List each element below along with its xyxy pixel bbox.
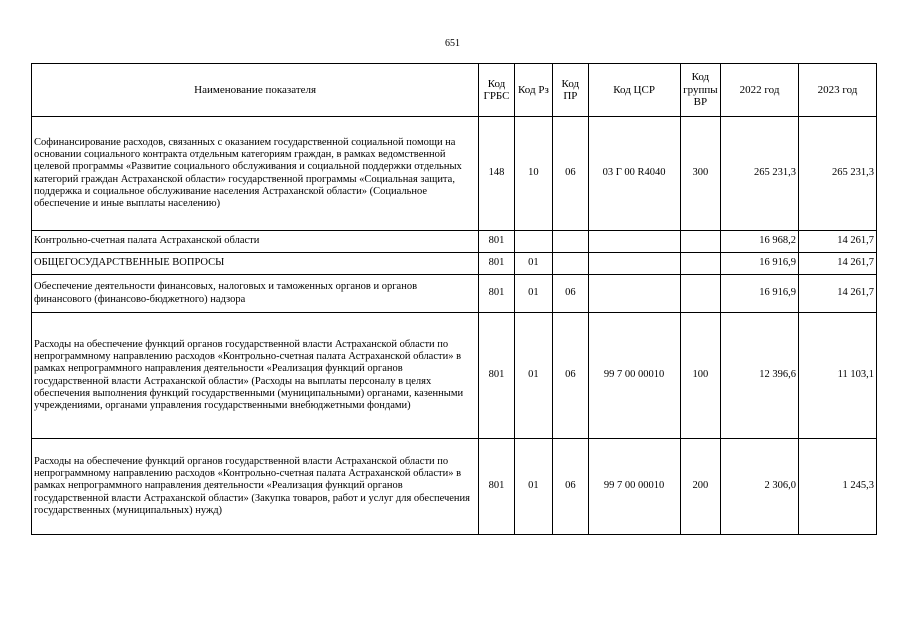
cell-pr: 06 [553, 313, 588, 439]
cell-name: Контрольно-счетная палата Астраханской области [32, 231, 479, 253]
cell-name: ОБЩЕГОСУДАРСТВЕННЫЕ ВОПРОСЫ [32, 253, 479, 275]
cell-pr: 06 [553, 117, 588, 231]
cell-pr [553, 231, 588, 253]
cell-csr [588, 275, 680, 313]
cell-pr: 06 [553, 439, 588, 535]
cell-2022: 2 306,0 [721, 439, 799, 535]
cell-csr: 03 Г 00 R4040 [588, 117, 680, 231]
cell-csr: 99 7 00 00010 [588, 439, 680, 535]
cell-csr: 99 7 00 00010 [588, 313, 680, 439]
header-2022: 2022 год [721, 64, 799, 117]
cell-grbs: 148 [479, 117, 514, 231]
header-grbs: Код ГРБС [479, 64, 514, 117]
cell-2022: 12 396,6 [721, 313, 799, 439]
header-vr: Код группы ВР [680, 64, 720, 117]
cell-grbs: 801 [479, 253, 514, 275]
cell-grbs: 801 [479, 275, 514, 313]
header-csr: Код ЦСР [588, 64, 680, 117]
table-row [32, 231, 877, 253]
cell-2023: 14 261,7 [799, 275, 877, 313]
header-rz: Код Рз [514, 64, 552, 117]
cell-rz: 01 [514, 313, 552, 439]
header-name: Наименование показателя [32, 64, 479, 117]
cell-vr [680, 253, 720, 275]
cell-rz: 01 [514, 439, 552, 535]
table-row [32, 275, 877, 313]
cell-vr [680, 231, 720, 253]
cell-vr: 100 [680, 313, 720, 439]
cell-name: Расходы на обеспечение функций органов государственной власти Астраханской области по непрограммному направлению расходов «Контрольно-счетная палата Астраханской области» в рамках непрограммного направления деятельности «Реализация функций органов государственной власти Астраханской области» (Закупка товаров, работ и услуг для обеспечения государственных (муниципальных) нужд) [32, 439, 479, 535]
cell-rz: 01 [514, 253, 552, 275]
cell-2022: 16 916,9 [721, 253, 799, 275]
table-row [32, 117, 877, 231]
cell-2022: 16 916,9 [721, 275, 799, 313]
page-number: 651 [445, 38, 460, 49]
cell-2023: 14 261,7 [799, 231, 877, 253]
cell-2023: 1 245,3 [799, 439, 877, 535]
cell-name: Расходы на обеспечение функций органов государственной власти Астраханской области по непрограммному направлению расходов «Контрольно-счетная палата Астраханской области» в рамках непрограммного направления деятельности «Реализация функций органов государственной власти Астраханской области» (Расходы на выплаты персоналу в целях обеспечения выполнения функций государственными (муниципальными) органами, казенными учреждениями, органами управления государственными внебюджетными фондами) [32, 313, 479, 439]
cell-grbs: 801 [479, 231, 514, 253]
table-row [32, 313, 877, 439]
table-row [32, 439, 877, 535]
cell-grbs: 801 [479, 439, 514, 535]
cell-rz: 10 [514, 117, 552, 231]
table-row [32, 253, 877, 275]
cell-csr [588, 253, 680, 275]
cell-2023: 14 261,7 [799, 253, 877, 275]
cell-vr: 300 [680, 117, 720, 231]
cell-2022: 16 968,2 [721, 231, 799, 253]
header-pr: Код ПР [553, 64, 588, 117]
cell-2023: 11 103,1 [799, 313, 877, 439]
budget-table [31, 63, 877, 535]
cell-grbs: 801 [479, 313, 514, 439]
cell-vr [680, 275, 720, 313]
table-header-row [32, 64, 877, 117]
cell-csr [588, 231, 680, 253]
cell-rz [514, 231, 552, 253]
cell-name: Софинансирование расходов, связанных с оказанием государственной социальной помощи на основании социального контракта отдельным категориям граждан, в рамках ведомственной целевой программы «Развитие социального обслуживания и социальной поддержки отдельных категорий граждан Астраханской области» государственной программы «Социальная защита, поддержка и социальное обслуживание населения Астраханской области» (Социальное обеспечение и иные выплаты населению) [32, 117, 479, 231]
cell-rz: 01 [514, 275, 552, 313]
cell-pr: 06 [553, 275, 588, 313]
cell-2022: 265 231,3 [721, 117, 799, 231]
cell-name: Обеспечение деятельности финансовых, налоговых и таможенных органов и органов финансового (финансово-бюджетного) надзора [32, 275, 479, 313]
cell-2023: 265 231,3 [799, 117, 877, 231]
cell-pr [553, 253, 588, 275]
header-2023: 2023 год [799, 64, 877, 117]
cell-vr: 200 [680, 439, 720, 535]
